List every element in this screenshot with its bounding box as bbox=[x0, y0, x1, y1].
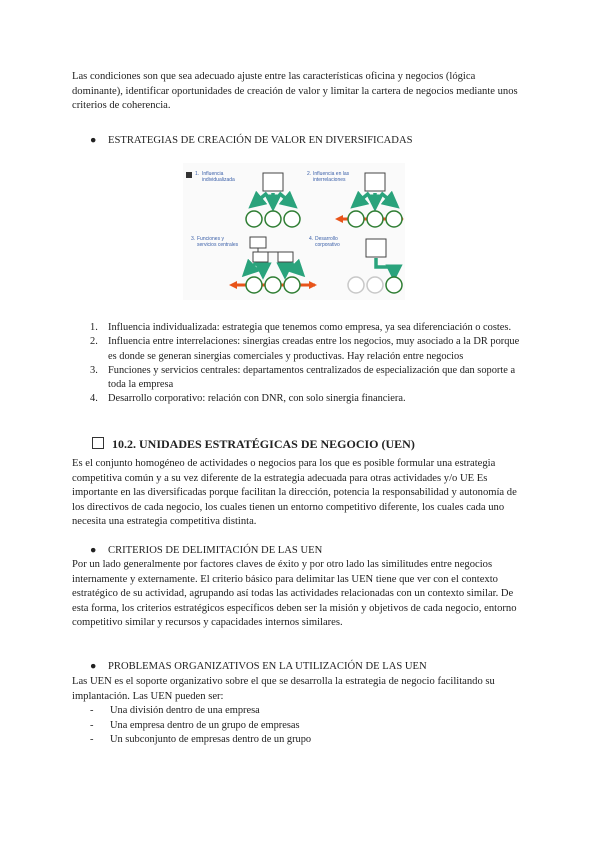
green-arrow bbox=[279, 193, 291, 203]
dash-marker: - bbox=[90, 719, 94, 731]
panel-corporate-development bbox=[309, 236, 402, 293]
orange-arrow-left bbox=[335, 215, 343, 223]
panel4-number: 4. bbox=[309, 236, 314, 242]
business-circle bbox=[386, 277, 402, 293]
list-number: 3. bbox=[90, 364, 98, 376]
corporate-box bbox=[250, 237, 266, 248]
panel2-number: 2. bbox=[307, 171, 312, 177]
panel1-title-line1: Influencia bbox=[202, 171, 224, 177]
diagram-svg bbox=[183, 163, 405, 300]
list-item bbox=[90, 392, 530, 406]
green-arrow bbox=[248, 263, 256, 271]
business-circle bbox=[265, 277, 281, 293]
green-arrow bbox=[291, 263, 299, 271]
panel3-number: 3. bbox=[191, 236, 196, 242]
business-circle bbox=[284, 211, 300, 227]
business-circle bbox=[246, 211, 262, 227]
list-item bbox=[90, 719, 311, 734]
value-creation-diagram bbox=[183, 163, 405, 300]
orange-arrow-left bbox=[229, 281, 237, 289]
list-text: Una empresa dentro de un grupo de empresas bbox=[110, 719, 300, 731]
checkbox-square-icon bbox=[92, 437, 104, 449]
bullet-icon: ● bbox=[90, 545, 97, 556]
business-circle bbox=[367, 211, 383, 227]
business-circle bbox=[265, 211, 281, 227]
panel3-title-line2: servicios centrales bbox=[197, 242, 239, 248]
section-title-text: 10.2. UNIDADES ESTRATÉGICAS DE NEGOCIO (UEN) bbox=[112, 437, 415, 451]
list-item bbox=[90, 704, 311, 719]
heading-text: CRITERIOS DE DELIMITACIÓN DE LAS UEN bbox=[108, 545, 323, 556]
list-text: Un subconjunto de empresas dentro de un grupo bbox=[110, 734, 312, 745]
business-circle bbox=[348, 211, 364, 227]
business-circle bbox=[246, 277, 262, 293]
green-arrow bbox=[255, 193, 267, 203]
green-arrow bbox=[376, 258, 394, 273]
orange-arrow-right bbox=[309, 281, 317, 289]
panel1-title-line2: individualizada bbox=[202, 177, 235, 183]
corporate-box bbox=[366, 239, 386, 257]
uen-definition-paragraph: Es el conjunto homogéneo de actividades o negocios para los que es posible formular una estrategia competitiva común y a su vez diferente de la estrategia adecuada para otras actividades y/o UE Es importante en las diversificadas porque facilitan la dirección, potencia la responsabilidad y autonomía de los directivos de cada negocio, los cuales tienen un entorno competitivo diferente, los cuales cada uno necesita una estrategia competitiva distinta. bbox=[72, 458, 517, 527]
criteria-paragraph: Por un lado generalmente por factores claves de éxito y por otro lado las similitudes entre negocios internamente y externamente. El criterio básico para delimitar las UEN tiene que ver con el contexto estratégico de su actividad, agrupando así todas las actividades relacionadas con un contexto similar. De esta forma, los criterios estratégicos específicos deben ser la misión y objetivos de cada negocio, entorno competitivo similar y recursos y capacidades internos similares. bbox=[72, 559, 517, 628]
list-item bbox=[90, 733, 311, 748]
heading-text: PROBLEMAS ORGANIZATIVOS EN LA UTILIZACIÓN DE LAS UEN bbox=[108, 661, 427, 672]
list-text: Influencia entre interrelaciones: sinergias creadas entre los negocios, muy asociado a la DR porque es donde se generan sinergias comerciales y productivas. Hay relación entre negocios bbox=[108, 336, 520, 362]
list-item bbox=[90, 321, 530, 335]
bullet-icon: ● bbox=[90, 661, 97, 672]
problems-paragraph: Las UEN es el soporte organizativo sobre el que se desarrolla la estrategia de negocio facilitando su implantación. Las UEN pueden ser: bbox=[72, 676, 495, 702]
service-box bbox=[278, 252, 293, 262]
uen-types-list bbox=[90, 704, 311, 748]
section-heading-uen bbox=[92, 436, 415, 452]
list-text: Influencia individualizada: estrategia que tenemos como empresa, ya sea diferenciación o costes. bbox=[108, 322, 512, 333]
legend-square-icon bbox=[186, 172, 192, 178]
list-text: Desarrollo corporativo: relación con DNR, con solo sinergia financiera. bbox=[108, 393, 406, 405]
panel3-title-line1: Funciones y bbox=[197, 236, 224, 242]
business-circle-muted bbox=[367, 277, 383, 293]
list-number: 4. bbox=[90, 393, 98, 405]
business-circle-muted bbox=[348, 277, 364, 293]
panel4-title-line1: Desarrollo bbox=[315, 236, 338, 242]
green-arrow bbox=[357, 193, 369, 203]
list-text: Una división dentro de una empresa bbox=[110, 705, 260, 716]
dash-marker: - bbox=[90, 705, 94, 716]
intro-paragraph: Las condiciones son que sea adecuado ajuste entre las características oficina y negocios (lógica dominante), identificar oportunidades de creación de valor y limitar la cartera de negocios mediante unos criterios de coherencia. bbox=[72, 71, 518, 111]
panel2-title-line1: Influencia en las bbox=[313, 171, 350, 177]
list-item bbox=[90, 335, 530, 364]
bullet-icon: ● bbox=[90, 135, 97, 146]
list-item bbox=[90, 364, 530, 393]
list-text: Funciones y servicios centrales: departamentos centralizados de especialización que dan soporte a toda la empresa bbox=[108, 364, 516, 391]
panel1-number: 1. bbox=[195, 171, 200, 177]
panel2-title-line2: interrelaciones bbox=[313, 177, 346, 183]
corporate-box bbox=[263, 173, 283, 191]
numbered-list bbox=[90, 321, 530, 407]
business-circle bbox=[386, 211, 402, 227]
list-number: 2. bbox=[90, 336, 98, 348]
business-circle bbox=[284, 277, 300, 293]
panel-central-services bbox=[191, 236, 317, 293]
heading-text: ESTRATEGIAS DE CREACIÓN DE VALOR EN DIVERSIFICADAS bbox=[108, 135, 413, 146]
dash-marker: - bbox=[90, 734, 94, 745]
panel4-title-line2: corporativo bbox=[315, 242, 340, 248]
panel-individual-influence bbox=[186, 171, 300, 227]
corporate-box bbox=[365, 173, 385, 191]
green-arrow bbox=[381, 193, 393, 203]
list-number: 1. bbox=[90, 322, 98, 333]
service-box bbox=[253, 252, 268, 262]
panel-interrelations bbox=[307, 171, 404, 227]
